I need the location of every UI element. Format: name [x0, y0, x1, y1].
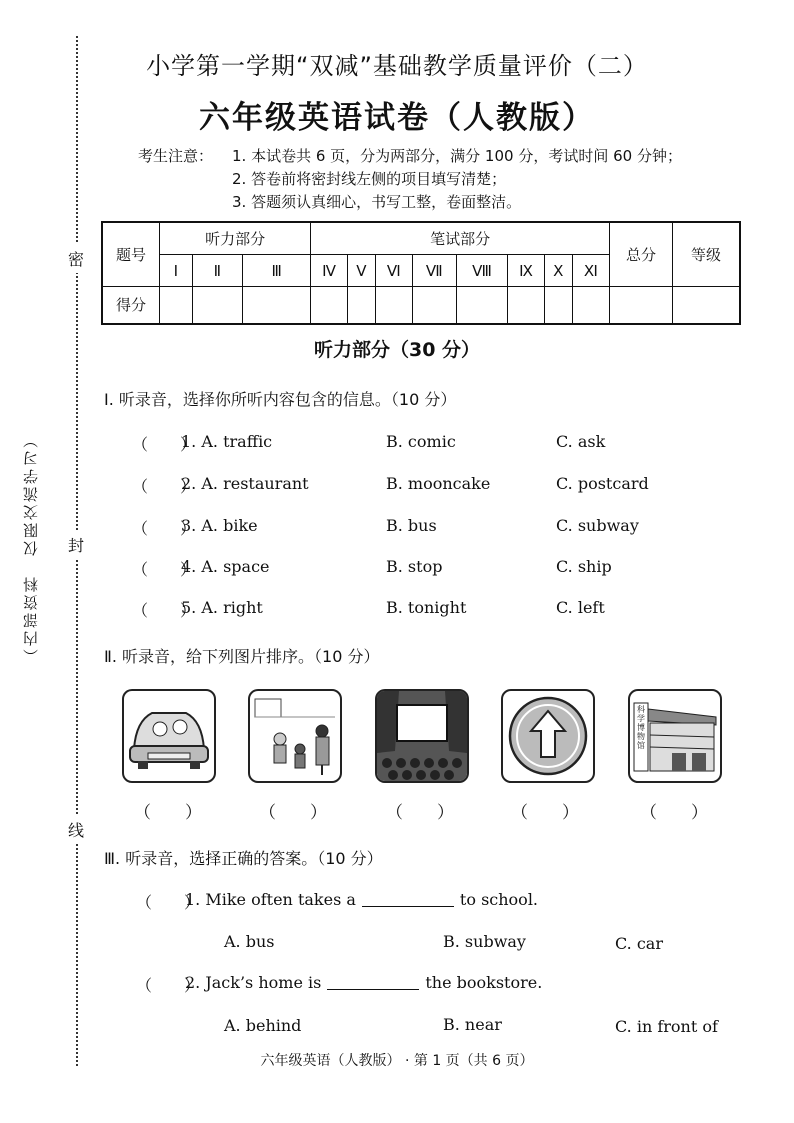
option-b: B. comic [386, 432, 456, 451]
numeral-cell: Ⅰ [160, 255, 193, 287]
total-header: 总分 [610, 222, 673, 287]
option-a: 1. A. traffic [181, 432, 273, 451]
numeral-cell: Ⅵ [375, 255, 412, 287]
numeral-cell: Ⅳ [311, 255, 348, 287]
option-b: B. bus [386, 516, 437, 535]
option-c: C. ask [556, 432, 606, 451]
section-title: 听力部分（30 分） [313, 339, 481, 361]
classroom-icon [248, 689, 342, 783]
answer-paren[interactable]: （ ） [136, 976, 201, 995]
score-input-cell[interactable] [375, 287, 412, 324]
seal-char-xian: 线 [66, 815, 86, 844]
answer-blank[interactable] [362, 905, 454, 907]
numeral-cell: Ⅲ [243, 255, 311, 287]
answer-paren[interactable]: （ ） [132, 477, 197, 496]
defen-cell: 得分 [102, 287, 160, 324]
score-input-cell[interactable] [160, 287, 193, 324]
option-b: B. mooncake [386, 474, 491, 493]
total-score-cell[interactable] [610, 287, 673, 324]
side-note: （内部资料 仅限交流学习） [22, 430, 40, 664]
option-b: B. stop [386, 557, 443, 576]
option-c: C. car [615, 934, 663, 953]
option-a: 3. A. bike [181, 516, 258, 535]
score-input-cell[interactable] [544, 287, 572, 324]
score-input-cell[interactable] [508, 287, 545, 324]
part1-heading: Ⅰ. 听录音，选择你所听内容包含的信息。（10 分） [104, 390, 457, 409]
score-table [101, 221, 741, 325]
picture-answer-paren[interactable]: （ ） [259, 803, 327, 823]
stem-after: to school. [459, 890, 539, 909]
option-a: 2. A. restaurant [181, 474, 309, 493]
option-b: B. near [443, 1015, 502, 1034]
score-input-cell[interactable] [311, 287, 348, 324]
listening-header: 听力部分 [160, 222, 311, 255]
stem-before: 1. Mike often takes a [185, 890, 356, 909]
picture-answer-paren[interactable]: （ ） [511, 803, 579, 823]
score-input-cell[interactable] [347, 287, 375, 324]
option-c: C. left [556, 598, 605, 617]
part3-heading: Ⅲ. 听录音，选择正确的答案。（10 分） [104, 849, 383, 868]
option-b: B. tonight [386, 598, 467, 617]
notice-item-2: 2. 答卷前将密封线左侧的项目填写清楚； [232, 170, 507, 188]
answer-paren[interactable]: （ ） [132, 560, 197, 579]
list-item [0, 474, 794, 500]
answer-paren[interactable]: （ ） [132, 601, 197, 620]
picture-answer-paren[interactable]: （ ） [134, 803, 202, 823]
numeral-cell: Ⅸ [508, 255, 545, 287]
exam-series-title: 小学第一学期“双减”基础教学质量评价（二） [146, 52, 648, 80]
option-c: C. ship [556, 557, 612, 576]
exam-title: 六年级英语试卷（人教版） [199, 100, 595, 136]
stem-before: 2. Jack’s home is [185, 973, 322, 992]
numeral-cell: Ⅱ [192, 255, 242, 287]
option-c: C. in front of [615, 1017, 718, 1036]
grade-header: 等级 [673, 222, 741, 287]
picture-answer-paren[interactable]: （ ） [386, 803, 454, 823]
car-icon [122, 689, 216, 783]
score-input-cell[interactable] [412, 287, 456, 324]
notice-item-3: 3. 答题须认真细心，书写工整，卷面整洁。 [232, 193, 522, 211]
museum-sign: 科学博物馆 [637, 705, 645, 750]
question-stem [185, 890, 538, 909]
option-c: C. subway [556, 516, 639, 535]
grade-cell[interactable] [673, 287, 741, 324]
seal-char-feng: 封 [66, 530, 86, 559]
tihao-cell: 题号 [102, 222, 160, 287]
option-c: C. postcard [556, 474, 649, 493]
answer-paren[interactable]: （ ） [132, 519, 197, 538]
option-b: B. subway [443, 932, 526, 951]
option-a: A. bus [224, 932, 275, 951]
numeral-cell: Ⅴ [347, 255, 375, 287]
notice-label: 考生注意： [138, 147, 214, 165]
answer-blank[interactable] [327, 988, 419, 990]
arrow-up-icon [501, 689, 595, 783]
score-input-cell[interactable] [243, 287, 311, 324]
option-a: A. behind [224, 1016, 302, 1035]
score-input-cell[interactable] [192, 287, 242, 324]
score-input-cell[interactable] [572, 287, 609, 324]
question-stem [185, 973, 542, 992]
numeral-cell: Ⅹ [544, 255, 572, 287]
part2-heading: Ⅱ. 听录音，给下列图片排序。（10 分） [104, 647, 380, 666]
list-item [0, 598, 794, 624]
list-item [0, 516, 794, 542]
numeral-cell: Ⅷ [456, 255, 507, 287]
picture-answer-paren[interactable]: （ ） [640, 803, 708, 823]
numeral-cell: Ⅺ [572, 255, 609, 287]
answer-paren[interactable]: （ ） [136, 893, 201, 912]
numeral-cell: Ⅶ [412, 255, 456, 287]
written-header: 笔试部分 [311, 222, 610, 255]
option-a: 5. A. right [181, 598, 263, 617]
notice-item-1: 1. 本试卷共 6 页，分为两部分，满分 100 分，考试时间 60 分钟； [232, 147, 682, 165]
stem-after: the bookstore. [425, 973, 543, 992]
seal-char-mi: 密 [66, 244, 86, 273]
answer-paren[interactable]: （ ） [132, 435, 197, 454]
option-a: 4. A. space [181, 557, 270, 576]
page-footer: 六年级英语（人教版） · 第 1 页（共 6 页） [260, 1053, 534, 1069]
list-item [0, 432, 794, 458]
list-item [0, 557, 794, 583]
museum-icon [628, 689, 722, 783]
cinema-icon [375, 689, 469, 783]
score-input-cell[interactable] [456, 287, 507, 324]
